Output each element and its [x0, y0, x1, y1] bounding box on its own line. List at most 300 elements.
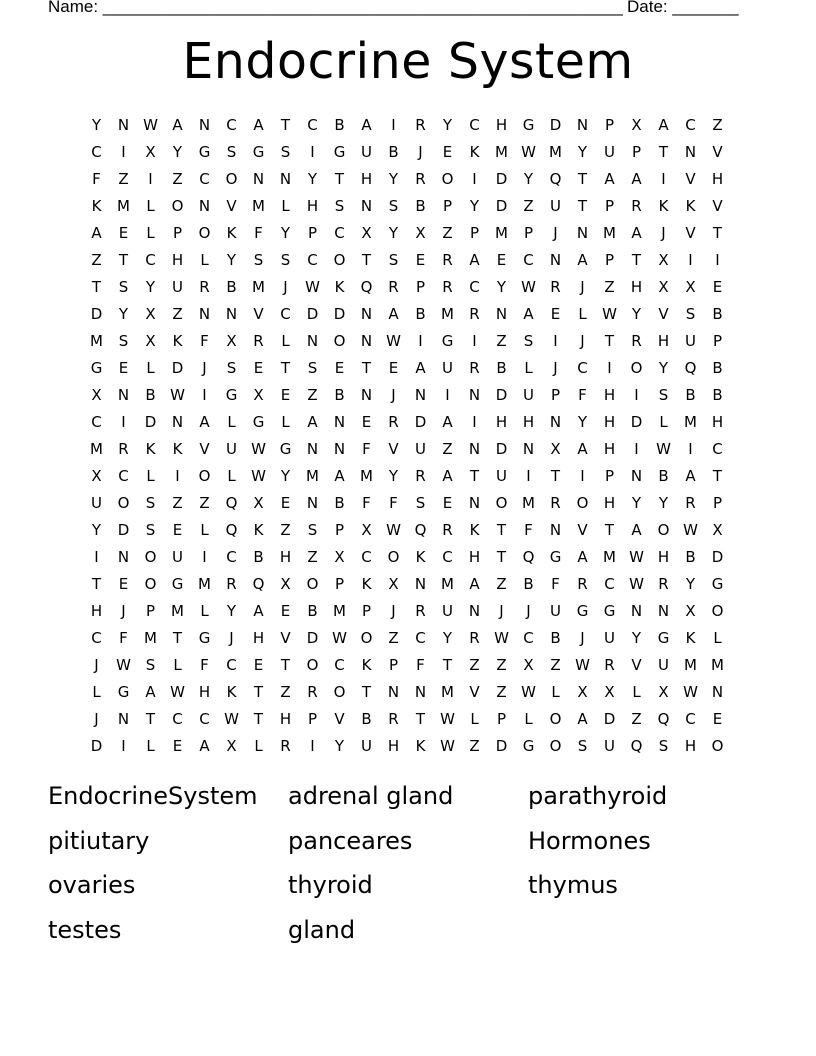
grid-letter: I [472, 332, 477, 350]
grid-letter: N [549, 413, 562, 431]
grid-letter: Z [307, 386, 318, 404]
grid-letter: A [442, 467, 453, 485]
grid-letter: Y [118, 305, 129, 323]
grid-letter: M [549, 143, 562, 161]
grid-letter: N [711, 683, 724, 701]
grid-letter: V [280, 629, 291, 647]
grid-letter: H [279, 710, 292, 728]
grid-letter: I [634, 440, 639, 458]
grid-letter: I [634, 386, 639, 404]
grid-letter: X [658, 683, 669, 701]
grid-letter: P [334, 521, 345, 539]
grid-letter: P [307, 710, 318, 728]
grid-letter: A [334, 467, 345, 485]
grid-letter: M [198, 575, 211, 593]
grid-letter: G [279, 440, 292, 458]
grid-letter: H [603, 413, 616, 431]
grid-letter: O [360, 629, 373, 647]
grid-letter: U [550, 197, 561, 215]
grid-letter: G [252, 413, 265, 431]
grid-letter: N [252, 170, 265, 188]
grid-letter: G [549, 548, 562, 566]
grid-letter: Y [388, 224, 399, 242]
grid-letter: K [253, 521, 264, 539]
grid-letter: Y [496, 278, 507, 296]
grid-letter: Z [307, 548, 318, 566]
grid-letter: E [361, 413, 372, 431]
grid-letter: C [91, 413, 102, 431]
grid-letter: Z [604, 278, 615, 296]
grid-letter: B [685, 386, 696, 404]
grid-letter: L [146, 359, 155, 377]
grid-letter: T [253, 683, 264, 701]
grid-letter: R [442, 521, 453, 539]
grid-letter: U [172, 548, 183, 566]
grid-letter: L [632, 683, 641, 701]
grid-letter: O [225, 170, 238, 188]
grid-letter: B [307, 602, 318, 620]
grid-letter: S [415, 494, 426, 512]
grid-letter: A [415, 359, 426, 377]
grid-letter: N [468, 494, 481, 512]
grid-letter: L [551, 683, 560, 701]
grid-letter: G [441, 332, 454, 350]
grid-letter: W [116, 656, 131, 674]
grid-letter: N [468, 386, 481, 404]
grid-letter: U [415, 440, 426, 458]
grid-letter: X [226, 332, 237, 350]
grid-letter: T [496, 521, 507, 539]
grid-letter: V [334, 710, 345, 728]
grid-letter: K [658, 197, 669, 215]
grid-letter: C [469, 116, 480, 134]
grid-letter: Y [172, 143, 183, 161]
grid-letter: P [604, 251, 615, 269]
grid-letter: W [170, 386, 185, 404]
grid-letter: P [361, 602, 372, 620]
grid-letter: U [226, 440, 237, 458]
grid-letter: X [388, 575, 399, 593]
grid-letter: N [630, 467, 643, 485]
grid-letter: A [577, 548, 588, 566]
grid-letter: H [171, 251, 184, 269]
grid-letter: K [469, 521, 480, 539]
grid-letter: Q [225, 494, 238, 512]
grid-letter: S [388, 251, 399, 269]
date-field-label: Date: _______ [627, 0, 739, 16]
grid-letter: L [92, 683, 101, 701]
grid-letter: Y [442, 629, 453, 647]
grid-letter: H [603, 494, 616, 512]
grid-letter: Q [684, 359, 697, 377]
grid-letter: T [361, 683, 372, 701]
word-list-item: gland [288, 915, 356, 944]
grid-letter: K [361, 575, 372, 593]
grid-letter: Z [172, 170, 183, 188]
grid-letter: D [603, 710, 616, 728]
grid-letter: M [360, 467, 373, 485]
grid-letter: M [144, 629, 157, 647]
grid-letter: P [442, 197, 453, 215]
grid-letter: N [333, 440, 346, 458]
grid-letter: C [334, 224, 345, 242]
grid-letter: Z [631, 710, 642, 728]
grid-letter: Y [469, 197, 480, 215]
grid-letter: J [661, 224, 666, 242]
grid-letter: W [386, 521, 401, 539]
grid-letter: K [361, 656, 372, 674]
grid-letter: P [307, 224, 318, 242]
grid-letter: T [442, 656, 453, 674]
grid-letter: M [684, 413, 697, 431]
grid-letter: M [441, 305, 454, 323]
grid-letter: K [415, 548, 426, 566]
grid-letter: B [334, 494, 345, 512]
grid-letter: N [630, 602, 643, 620]
grid-letter: B [658, 467, 669, 485]
grid-letter: C [334, 656, 345, 674]
grid-letter: X [91, 467, 102, 485]
grid-letter: U [523, 386, 534, 404]
grid-row [83, 652, 735, 679]
grid-letter: N [306, 440, 319, 458]
grid-letter: B [550, 629, 561, 647]
word-list-item: adrenal gland [288, 782, 454, 810]
grid-letter: Z [280, 683, 291, 701]
grid-letter: N [306, 494, 319, 512]
grid-letter: X [91, 386, 102, 404]
grid-letter: Q [252, 575, 265, 593]
grid-letter: H [711, 413, 724, 431]
grid-row [83, 625, 735, 652]
grid-letter: X [712, 521, 723, 539]
grid-letter: E [550, 305, 561, 323]
grid-letter: T [469, 467, 480, 485]
grid-letter: G [333, 143, 346, 161]
grid-letter: V [469, 683, 480, 701]
grid-letter: U [604, 629, 615, 647]
grid-letter: Z [496, 332, 507, 350]
grid-letter: R [388, 278, 399, 296]
grid-letter: L [227, 413, 236, 431]
grid-letter: E [334, 359, 345, 377]
grid-letter: N [117, 710, 130, 728]
grid-letter: O [306, 656, 319, 674]
grid-letter: O [441, 170, 454, 188]
grid-letter: V [577, 521, 588, 539]
grid-letter: L [578, 305, 587, 323]
grid-letter: O [306, 575, 319, 593]
page-title: Endocrine System [182, 33, 634, 90]
grid-letter: A [577, 710, 588, 728]
grid-letter: H [387, 737, 400, 755]
grid-letter: I [472, 170, 477, 188]
grid-letter: Z [172, 305, 183, 323]
grid-letter: M [441, 683, 454, 701]
grid-row [83, 220, 735, 247]
grid-letter: M [90, 332, 103, 350]
grid-letter: B [415, 305, 426, 323]
grid-letter: Y [145, 278, 156, 296]
grid-letter: N [657, 602, 670, 620]
grid-letter: A [523, 305, 534, 323]
grid-letter: X [577, 683, 588, 701]
grid-letter: Y [91, 116, 102, 134]
grid-letter: W [602, 305, 617, 323]
grid-letter: J [499, 602, 504, 620]
grid-letter: Z [442, 224, 453, 242]
grid-letter: L [713, 629, 722, 647]
grid-letter: L [227, 467, 236, 485]
grid-letter: A [172, 116, 183, 134]
grid-letter: P [496, 710, 507, 728]
grid-letter: S [145, 494, 156, 512]
grid-letter: M [603, 224, 616, 242]
grid-letter: Z [496, 575, 507, 593]
name-field-label: Name: _______________________________________________________ [48, 0, 623, 16]
grid-letter: G [657, 629, 670, 647]
grid-letter: Z [280, 521, 291, 539]
word-list [48, 776, 768, 954]
grid-row [83, 571, 735, 598]
grid-row [83, 544, 735, 571]
grid-letter: P [415, 278, 426, 296]
grid-letter: S [226, 359, 237, 377]
grid-letter: X [658, 251, 669, 269]
grid-letter: Z [496, 656, 507, 674]
grid-letter: F [254, 224, 263, 242]
grid-letter: J [553, 224, 558, 242]
grid-letter: E [442, 143, 453, 161]
grid-letter: F [362, 440, 371, 458]
grid-letter: Z [91, 251, 102, 269]
grid-letter: V [631, 656, 642, 674]
grid-letter: S [307, 521, 318, 539]
grid-letter: Y [577, 413, 588, 431]
grid-letter: Q [549, 170, 562, 188]
grid-letter: H [684, 737, 697, 755]
grid-letter: N [171, 413, 184, 431]
grid-letter: L [146, 737, 155, 755]
grid-letter: B [712, 386, 723, 404]
grid-letter: L [524, 710, 533, 728]
grid-letter: J [553, 359, 558, 377]
grid-letter: M [90, 440, 103, 458]
grid-row [83, 355, 735, 382]
grid-letter: W [629, 548, 644, 566]
grid-letter: U [442, 359, 453, 377]
grid-letter: R [199, 278, 210, 296]
grid-letter: W [143, 116, 158, 134]
grid-letter: A [469, 251, 480, 269]
grid-letter: A [577, 251, 588, 269]
grid-letter: B [334, 116, 345, 134]
grid-letter: I [121, 737, 126, 755]
grid-letter: K [685, 629, 696, 647]
grid-letter: N [225, 305, 238, 323]
grid-letter: Y [334, 737, 345, 755]
grid-letter: N [468, 602, 481, 620]
grid-letter: M [522, 494, 535, 512]
grid-letter: R [658, 575, 669, 593]
grid-letter: B [388, 143, 399, 161]
grid-letter: K [91, 197, 102, 215]
grid-letter: W [170, 683, 185, 701]
grid-letter: B [415, 197, 426, 215]
grid-row [83, 166, 735, 193]
grid-letter: D [495, 737, 508, 755]
grid-letter: U [604, 143, 615, 161]
grid-letter: O [711, 602, 724, 620]
grid-letter: I [661, 170, 666, 188]
grid-letter: K [226, 224, 237, 242]
grid-letter: Y [280, 224, 291, 242]
grid-letter: M [171, 602, 184, 620]
grid-letter: W [440, 710, 455, 728]
grid-letter: S [658, 737, 669, 755]
grid-letter: A [388, 305, 399, 323]
grid-letter: D [495, 170, 508, 188]
grid-letter: H [252, 629, 265, 647]
grid-letter: Z [388, 629, 399, 647]
grid-letter: C [415, 629, 426, 647]
grid-letter: W [683, 521, 698, 539]
grid-letter: W [440, 737, 455, 755]
grid-letter: A [631, 224, 642, 242]
grid-letter: C [199, 170, 210, 188]
grid-letter: N [414, 575, 427, 593]
grid-letter: X [145, 332, 156, 350]
grid-letter: X [631, 116, 642, 134]
grid-letter: D [495, 197, 508, 215]
grid-letter: M [441, 575, 454, 593]
grid-letter: L [146, 224, 155, 242]
grid-letter: N [549, 521, 562, 539]
grid-letter: R [253, 332, 264, 350]
grid-letter: C [118, 467, 129, 485]
grid-letter: F [578, 386, 587, 404]
grid-letter: L [173, 656, 182, 674]
grid-letter: T [172, 629, 183, 647]
grid-letter: L [281, 413, 290, 431]
word-list-item: thyroid [288, 871, 373, 899]
grid-letter: U [361, 143, 372, 161]
grid-letter: E [253, 656, 264, 674]
grid-letter: N [360, 305, 373, 323]
grid-letter: K [415, 737, 426, 755]
grid-letter: D [171, 359, 184, 377]
grid-letter: O [198, 224, 211, 242]
grid-letter: T [361, 251, 372, 269]
grid-letter: M [603, 548, 616, 566]
grid-letter: J [229, 629, 234, 647]
grid-letter: M [495, 143, 508, 161]
grid-letter: V [658, 305, 669, 323]
grid-letter: L [146, 467, 155, 485]
grid-letter: R [415, 116, 426, 134]
grid-letter: C [604, 575, 615, 593]
grid-letter: E [172, 737, 183, 755]
grid-letter: X [361, 521, 372, 539]
grid-letter: F [416, 656, 425, 674]
grid-letter: K [685, 197, 696, 215]
grid-letter: N [360, 386, 373, 404]
grid-letter: S [280, 143, 291, 161]
word-list-item: EndocrineSystem [48, 782, 258, 810]
grid-letter: L [659, 413, 668, 431]
grid-letter: B [145, 386, 156, 404]
grid-letter: N [495, 305, 508, 323]
grid-letter: O [333, 683, 346, 701]
grid-letter: A [199, 737, 210, 755]
grid-letter: U [604, 737, 615, 755]
grid-letter: S [253, 251, 264, 269]
grid-letter: P [145, 602, 156, 620]
grid-letter: M [711, 656, 724, 674]
grid-letter: N [360, 332, 373, 350]
grid-letter: Q [630, 737, 643, 755]
grid-letter: W [494, 629, 509, 647]
grid-letter: T [577, 197, 588, 215]
grid-letter: N [576, 116, 589, 134]
grid-letter: D [549, 116, 562, 134]
grid-letter: A [685, 467, 696, 485]
grid-letter: U [550, 602, 561, 620]
grid-letter: Q [225, 521, 238, 539]
grid-letter: T [280, 359, 291, 377]
grid-letter: M [333, 602, 346, 620]
grid-letter: W [521, 278, 536, 296]
grid-letter: B [226, 278, 237, 296]
grid-letter: H [306, 197, 319, 215]
grid-letter: H [603, 440, 616, 458]
grid-letter: X [145, 143, 156, 161]
grid-letter: L [281, 197, 290, 215]
grid-letter: C [226, 548, 237, 566]
grid-letter: X [550, 440, 561, 458]
grid-letter: L [470, 710, 479, 728]
grid-letter: D [90, 737, 103, 755]
grid-letter: Y [280, 467, 291, 485]
grid-letter: Q [522, 548, 535, 566]
grid-letter: F [92, 170, 101, 188]
grid-letter: W [521, 143, 536, 161]
word-list-item: panceares [288, 826, 413, 855]
grid-letter: W [386, 332, 401, 350]
grid-letter: A [604, 170, 615, 188]
grid-letter: M [684, 656, 697, 674]
grid-row [83, 598, 735, 625]
grid-letter: O [144, 575, 157, 593]
grid-letter: Q [414, 521, 427, 539]
grid-letter: L [524, 359, 533, 377]
grid-letter: T [91, 278, 102, 296]
grid-letter: X [226, 737, 237, 755]
grid-letter: D [90, 305, 103, 323]
grid-letter: X [361, 224, 372, 242]
grid-letter: J [202, 359, 207, 377]
grid-letter: E [388, 359, 399, 377]
grid-letter: A [361, 116, 372, 134]
grid-letter: V [712, 143, 723, 161]
word-list-item: testes [48, 915, 122, 944]
grid-letter: K [172, 332, 183, 350]
grid-letter: J [391, 386, 396, 404]
grid-letter: H [198, 683, 211, 701]
grid-letter: U [658, 656, 669, 674]
grid-letter: O [549, 737, 562, 755]
grid-letter: Y [577, 143, 588, 161]
